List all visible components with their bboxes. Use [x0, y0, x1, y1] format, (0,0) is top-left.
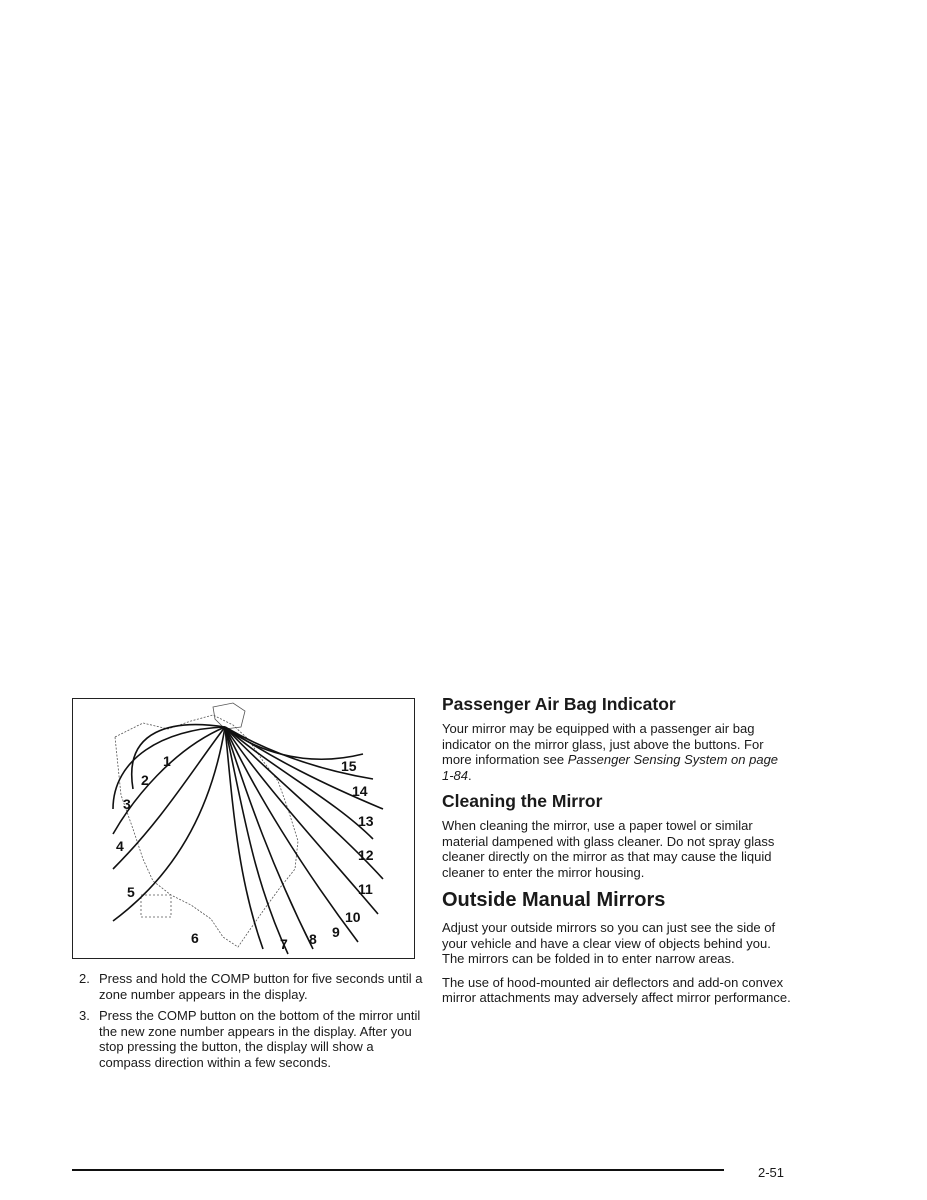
airbag-section — [442, 694, 792, 783]
zone-label: 11 — [358, 881, 373, 897]
zone-label: 4 — [116, 838, 124, 854]
step-text: Press and hold the COMP button for five seconds until a zone number appears in the display. — [99, 971, 423, 1002]
zone-map-svg — [73, 699, 416, 960]
step-item — [79, 971, 424, 1002]
outside-mirrors-heading: Outside Manual Mirrors — [442, 889, 666, 911]
cleaning-section — [442, 791, 792, 880]
zone-label: 12 — [358, 847, 374, 863]
step-number: 3. — [79, 1008, 90, 1023]
footer-rule — [72, 1169, 724, 1171]
cleaning-paragraph: When cleaning the mirror, use a paper towel or similar material dampened with glass cleaner. Do not spray glass cleaner directly on the mirror as that may cause the liquid cleaner to enter the mirror housing. — [442, 818, 775, 880]
right-column — [442, 694, 792, 1014]
page-number: 2-51 — [758, 1165, 785, 1180]
airbag-text: Your mirror may be equipped with a passenger air bag indicator on the mirror glass, just above the buttons. For more information see — [442, 721, 764, 767]
cross-reference: Passenger Sensing System on page 1-84 — [442, 752, 779, 783]
zone-label: 5 — [127, 884, 135, 900]
step-text: Press the COMP button on the bottom of the mirror until the new zone number appears in the display. After you stop pressing the button, the display will show a compass direction within a few seconds. — [99, 1008, 421, 1070]
zone-label: 2 — [141, 772, 149, 788]
zone-label: 7 — [280, 936, 288, 952]
zone-label: 15 — [341, 758, 357, 774]
zone-label: 13 — [358, 813, 374, 829]
airbag-heading: Passenger Air Bag Indicator — [442, 694, 676, 714]
compass-zone-map — [72, 698, 415, 959]
zone-labels — [116, 753, 374, 952]
steps-list — [79, 971, 424, 1076]
greenland-outline — [213, 703, 245, 729]
outside-paragraph-2: The use of hood-mounted air deflectors and add-on convex mirror attachments may adversely affect mirror performance. — [442, 974, 791, 1005]
zone-label: 1 — [163, 753, 171, 769]
zone-label: 10 — [345, 909, 361, 925]
zone-label: 9 — [332, 924, 340, 940]
step-number: 2. — [79, 971, 90, 986]
outside-paragraph-1: Adjust your outside mirrors so you can just see the side of your vehicle and have a clear view of objects behind you. The mirrors can be folded in to enter narrow areas. — [442, 920, 776, 966]
hawaii-box — [141, 895, 171, 917]
airbag-paragraph — [442, 721, 792, 783]
zone-label: 3 — [123, 796, 131, 812]
zone-label: 6 — [191, 930, 199, 946]
airbag-text-end: . — [468, 767, 472, 783]
outside-mirrors-section — [442, 888, 792, 1006]
zone-label: 8 — [309, 931, 317, 947]
cleaning-heading: Cleaning the Mirror — [442, 791, 603, 811]
step-item — [79, 1008, 424, 1070]
zone-label: 14 — [352, 783, 368, 799]
